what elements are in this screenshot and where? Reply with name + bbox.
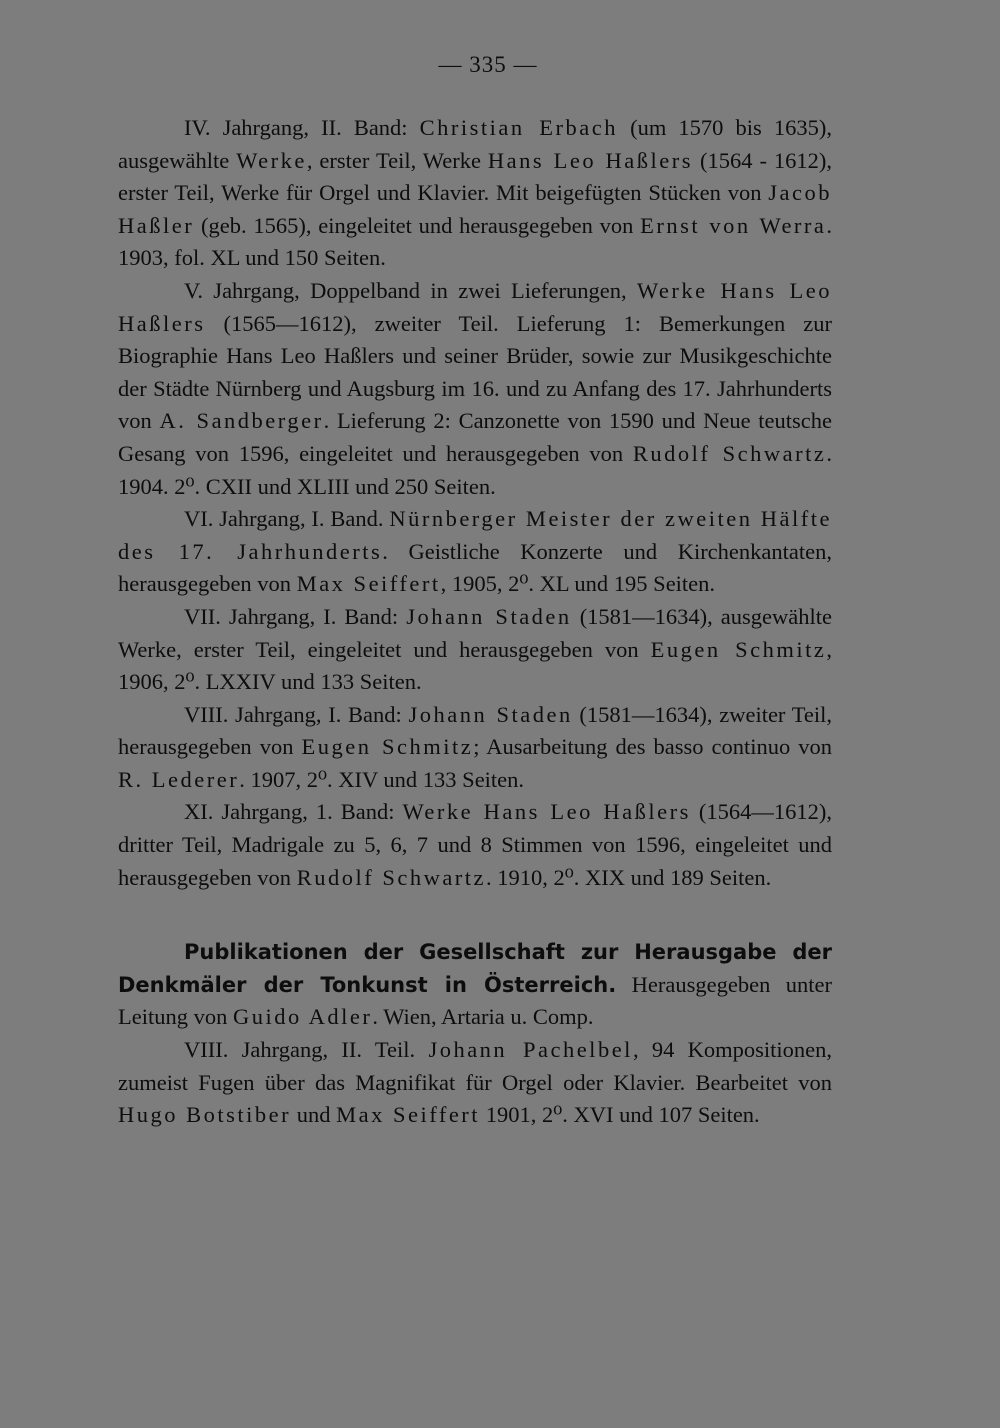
entry-head: VIII. Jahrgang, I. Band: [184, 701, 402, 727]
composer-name: Christian Erbach [419, 115, 618, 140]
section-title: Publikationen der Gesellschaft zur Herausgabe der Denkmäler der Tonkunst in Österreich. [118, 940, 832, 997]
entry-head: VII. Jahrgang, I. Band: [184, 603, 399, 629]
editor-name: R. Lederer [118, 766, 240, 792]
entry-text: . 1903, fol. XL und 150 Seiten. [118, 212, 833, 271]
entry-iv [118, 112, 832, 275]
entry-head: XI. Jahrgang, 1. Band: [184, 799, 395, 825]
entry-austria-viii [118, 1034, 832, 1132]
entry-viii [118, 699, 832, 797]
editor-name: Rudolf Schwartz [632, 440, 827, 466]
section-heading [118, 936, 832, 1034]
composer-name: Johann Pachelbel [428, 1037, 633, 1063]
entry-text: (geb. 1565), eingeleitet und herausgegeben von [200, 212, 634, 238]
editor-name: Eugen Schmitz [650, 636, 827, 662]
composer-name: Jacob Haßler [118, 180, 833, 238]
entry-text: , 94 Kompositionen, zumeist Fugen über das Magnifikat für Orgel oder Klavier. Bearbeitet von [118, 1037, 833, 1095]
editor-name: Eugen Schmitz [301, 734, 474, 760]
entry-head: VIII. Jahrgang, II. Teil. [184, 1037, 416, 1063]
entry-text: . Geistliche Konzerte und Kirchenkantaten, herausgegeben von [118, 538, 832, 597]
emphasis-text: Werke [236, 147, 307, 173]
entry-text: 1901, 2⁰. XVI und 107 Seiten. [485, 1102, 760, 1128]
section-publisher: . Wien, Artaria u. Comp. [372, 1004, 594, 1030]
editor-name: Max Seiffert [296, 571, 441, 597]
entry-text: (1564—1612), dritter Teil, Madrigale zu 5, 6, 7 und 8 Stimmen von 1596, eingeleitet und herausgegeben von [118, 799, 832, 890]
composer-name: Werke Hans Leo Haßlers [118, 277, 832, 336]
entry-xi [118, 796, 832, 894]
entry-vii [118, 601, 832, 699]
entry-vi [118, 503, 832, 601]
document-page [118, 52, 832, 1132]
entry-text: . 1907, 2⁰. XIV und 133 Seiten. [239, 766, 525, 792]
editor-name: Guido Adler [232, 1004, 373, 1030]
entry-text: (1581—1634), ausgewählte Werke, erster Teil, eingeleitet und herausgegeben von [118, 603, 833, 662]
editor-name: Ernst von Werra [640, 212, 827, 238]
entry-text: , 1906, 2⁰. LXXIV und 133 Seiten. [118, 636, 832, 695]
volume-title: Nürnberger Meister der zweiten Hälfte des 17. Jahrhunderts [118, 506, 833, 564]
composer-name: Werke Hans Leo Haßlers [402, 799, 691, 825]
editor-name: Rudolf Schwartz [296, 864, 487, 890]
entry-text: ; Ausarbeitung des basso continuo von [473, 734, 832, 760]
entry-text: (um 1570 bis 1635), ausgewählte [118, 115, 833, 173]
entry-text: und [296, 1102, 331, 1128]
entry-head: VI. Jahrgang, I. Band. [184, 506, 384, 532]
page-number: — 335 — [438, 52, 538, 77]
entry-text: . 1904. 2⁰. CXII und XLIII und 250 Seiten. [118, 440, 833, 499]
composer-name: Hans Leo Haßlers [487, 147, 694, 173]
entry-head: V. Jahrgang, Doppelband in zwei Lieferungen, [184, 277, 627, 303]
entry-text: , 1905, 2⁰. XL und 195 Seiten. [440, 571, 716, 597]
entry-text: . Lieferung 2: Canzonette von 1590 und Neue teutsche Gesang von 1596, eingeleitet und herausgegeben von [118, 408, 832, 466]
entry-text: , erster Teil, Werke [306, 147, 481, 173]
editor-name: Hugo Botstiber [118, 1102, 292, 1128]
entry-v [118, 275, 832, 503]
composer-name: Johann Staden [408, 701, 573, 727]
entry-text: (1581—1634), zweiter Teil, herausgegeben von [118, 701, 833, 760]
editor-name: Max Seiffert [336, 1102, 481, 1128]
entry-text: . 1910, 2⁰. XIX und 189 Seiten. [486, 864, 772, 890]
section-subtitle: Herausgegeben unter Leitung von [118, 971, 832, 1030]
composer-name: Johann Staden [406, 603, 572, 629]
entry-head: IV. Jahrgang, II. Band: [184, 115, 408, 140]
entry-text: (1565—1612), zweiter Teil. Lieferung 1: Bemerkungen zur Biographie Hans Leo Haßlers und seiner Brüder, sowie zur Musikgeschichte der Städte Nürnberg und Augsburg im 16. und zu Anfang des 17. Jahrhunderts von [118, 310, 833, 434]
entry-text: (1564 - 1612), erster Teil, Werke für Orgel und Klavier. Mit beigefügten Stücken von [118, 147, 833, 206]
editor-name: A. Sandberger [159, 408, 324, 434]
section-austria [118, 936, 832, 1132]
